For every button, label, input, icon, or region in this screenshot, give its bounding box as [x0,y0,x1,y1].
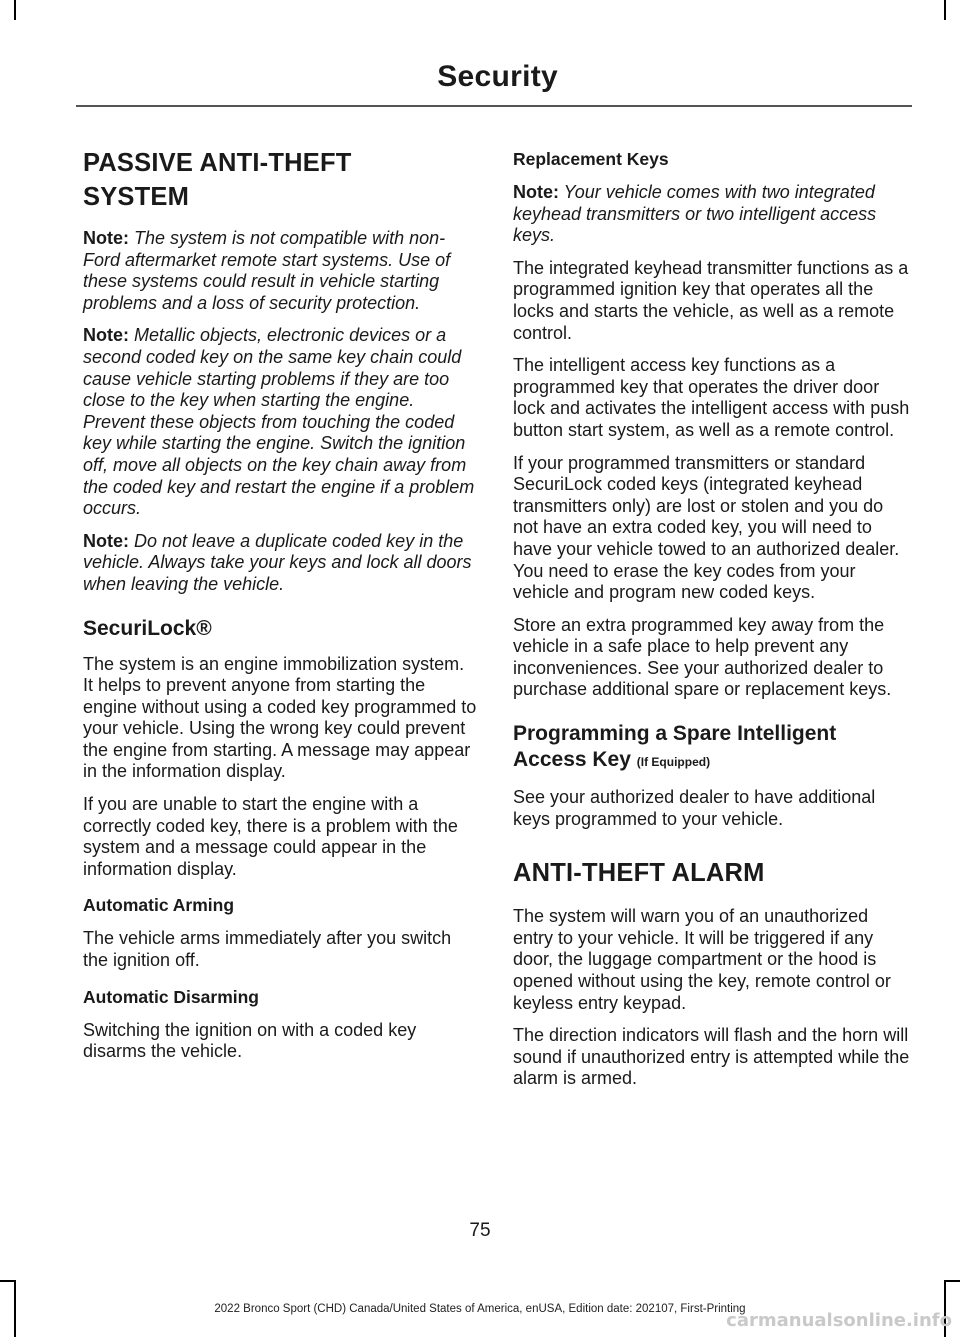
paragraph-securilock-2: If you are unable to start the engine with a correctly coded key, there is a problem with the system and a message could appear in the information display. [83,794,458,879]
note-text: Metallic objects, electronic devices or a second coded key on the same key chain could cause vehicle starting problems if they are too close to the key when starting the engine. Prevent these objects from touching the coded key while starting the engine. Switch the ignition off, move all objects on the key chain away from the coded key and restart the engine if a problem occurs. [83,325,475,519]
watermark: carmanualsonline.info [726,1310,952,1331]
crop-mark-top-right [944,0,946,20]
paragraph-securilock-1: The system is an engine immobilization system. It helps to prevent anyone from starting the engine without using a coded key programmed to your vehicle. Using the wrong key could prevent the engine from starting. A message may appear in the information display. [83,653,477,782]
heading-automatic-arming: Automatic Arming [83,895,235,916]
heading-line-1: Programming a Spare Intelligent [513,722,837,746]
note-metallic-objects [83,325,478,519]
note-label: Note: [83,325,129,346]
note-label: Note: [513,182,559,202]
heading-line-2: Access Key [513,748,631,772]
if-equipped-label: (If Equipped) [636,755,711,770]
note-duplicate-key [83,531,478,596]
note-replacement-keys [513,182,911,247]
note-text: Your vehicle comes with two integrated keyhead transmitters or two intelligent access keys. [513,182,877,246]
note-compatibility [83,228,478,314]
note-text: The system is not compatible with non-Ford aftermarket remote start systems. Use of these systems could result in vehicle starting problems and a loss of security protection. [83,228,451,313]
heading-passive-anti-theft [83,146,478,214]
crop-mark-top-left [14,0,16,20]
heading-replacement-keys: Replacement Keys [513,149,669,169]
right-column [513,146,911,1101]
page-number: 75 [469,1220,491,1241]
heading-automatic-disarming: Automatic Disarming [83,986,259,1007]
paragraph-automatic-disarming: Switching the ignition on with a coded key disarms the vehicle. [83,1019,417,1062]
heading-securilock: SecuriLock® [83,616,212,640]
note-label: Note: [83,228,129,248]
header-divider [76,105,912,107]
heading-anti-theft-alarm: ANTI-THEFT ALARM [513,859,765,888]
edition-footer: 2022 Bronco Sport (CHD) Canada/United States of America, enUSA, Edition date: 202107, First-Printing [214,1303,746,1315]
crop-mark-bottom-left-h [0,1280,14,1282]
paragraph-store-extra-key: Store an extra programmed key away from the vehicle in a safe place to help prevent any inconveniences. See your authorized dealer to purchase additional spare or replacement keys. [513,614,892,700]
crop-mark-bottom-right-h [946,1280,960,1282]
page-section-title: Security [437,60,558,93]
heading-line-1: PASSIVE ANTI-THEFT [83,149,352,177]
note-text: Do not leave a duplicate coded key in the vehicle. Always take your keys and lock all doors when leaving the vehicle. [83,530,472,594]
paragraph-spare-key: See your authorized dealer to have additional keys programmed to your vehicle. [513,787,876,829]
paragraph-alarm-1: The system will warn you of an unauthorized entry to your vehicle. It will be triggered if any door, the luggage compartment or the hood is opened without using the key, remote control or keyless entry keypad. [513,906,891,1013]
paragraph-alarm-2: The direction indicators will flash and the horn will sound if unauthorized entry is attempted while the alarm is armed. [513,1025,910,1089]
paragraph-lost-keys: If your programmed transmitters or standard SecuriLock coded keys (integrated keyhead transmitters only) are lost or stolen and you do not have an extra coded key, you will need to have your vehicle towed to an authorized dealer. You need to erase the key codes from your vehicle and program new coded keys. [513,452,900,603]
note-label: Note: [83,530,129,551]
paragraph-intelligent-access-key: The intelligent access key functions as a programmed key that operates the driver door lock and activates the intelligent access with push button start system, as well as a remote control. [513,355,910,440]
paragraph-automatic-arming: The vehicle arms immediately after you switch the ignition off. [83,928,452,971]
heading-programming-spare-key [513,721,911,775]
heading-line-2: SYSTEM [83,183,190,211]
paragraph-keyhead-transmitter: The integrated keyhead transmitter functions as a programmed ignition key that operates all the locks and starts the vehicle, as well as a remote control. [513,257,909,343]
left-column [83,146,478,1074]
